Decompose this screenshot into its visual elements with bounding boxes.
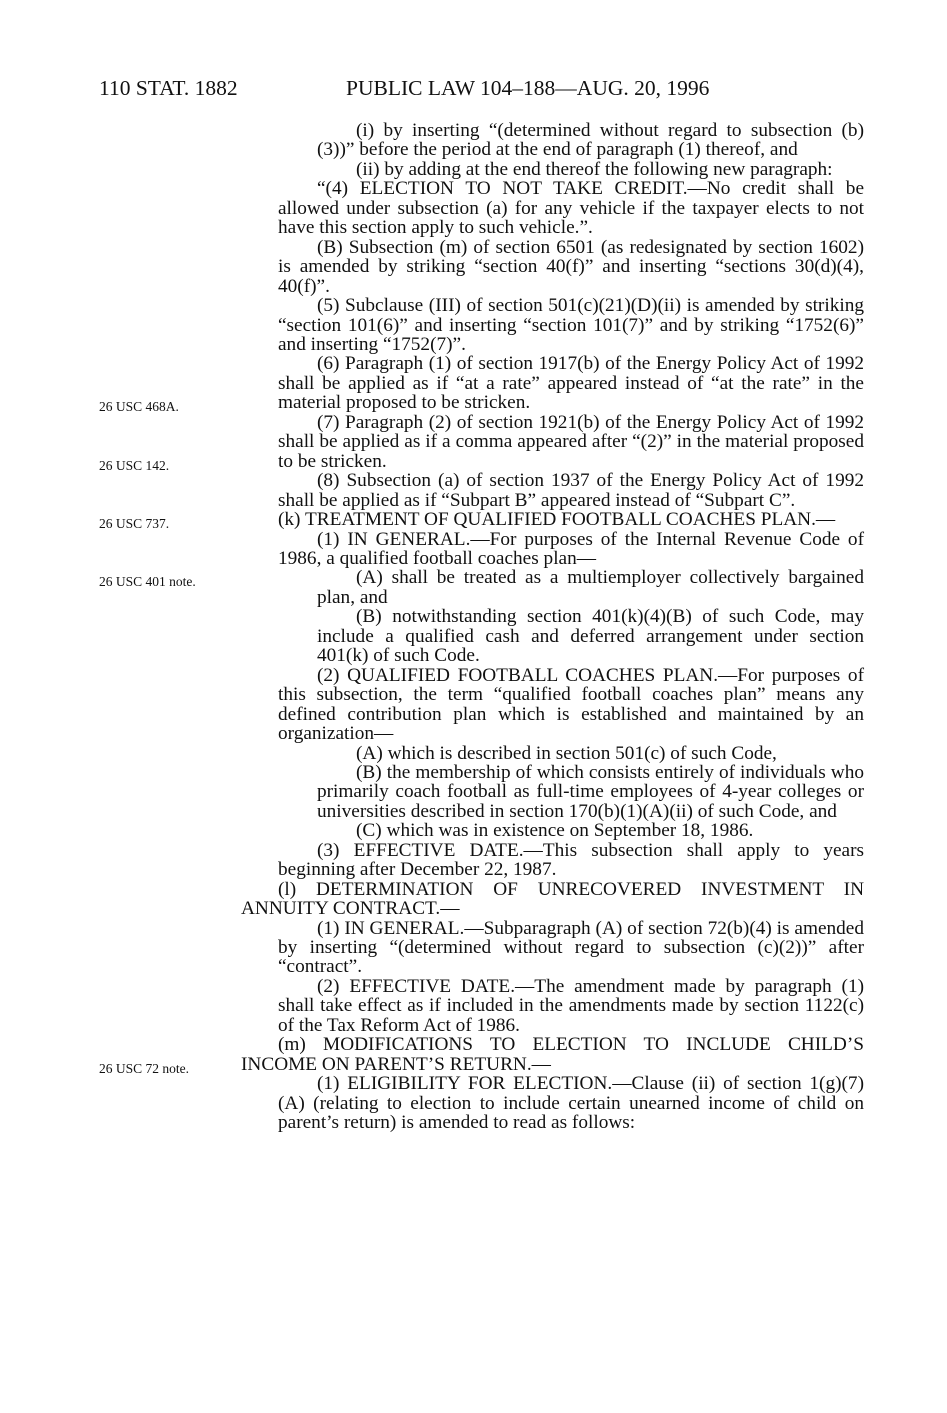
margin-note: 26 USC 468A. — [99, 399, 179, 414]
subsection-l-heading: (l) DETERMINATION OF UNRECOVERED INVESTMENT IN ANNUITY CONTRACT.— — [241, 878, 864, 920]
paragraph-7: (7) Paragraph (2) of section 1921(b) of the Energy Policy Act of 1992 shall be applied as if a comma appeared after “(2)” in the material proposed to be stricken. — [278, 411, 864, 472]
margin-note: 26 USC 72 note. — [99, 1061, 190, 1076]
k-1-B: (B) notwithstanding section 401(k)(4)(B) of such Code, may include a qualified cash and deferred arrangement under section 401(k) of such Code. — [317, 606, 864, 667]
k-2-A: (A) which is described in section 501(c) of such Code, — [356, 742, 777, 764]
m-paragraph-1: (1) ELIGIBILITY FOR ELECTION.—Clause (ii) of section 1(g)(7)(A) (relating to election to include certain unearned income of child on parent’s return) is amended to read as follows: — [278, 1073, 864, 1134]
margin-note: 26 USC 737. — [99, 516, 170, 531]
margin-note: 26 USC 401 note. — [99, 574, 196, 589]
clause-ii: (ii) by adding at the end thereof the following new paragraph: — [356, 158, 833, 180]
margin-note: 26 USC 142. — [99, 458, 170, 473]
k-1-A: (A) shall be treated as a multiemployer collectively bargained plan, and — [317, 567, 864, 608]
paragraph-6: (6) Paragraph (1) of section 1917(b) of the Energy Policy Act of 1992 shall be applied as if “at a rate” appeared instead of “at the rate” in the material proposed to be stricken. — [278, 353, 864, 414]
paragraph-5: (5) Subclause (III) of section 501(c)(21)(D)(ii) is amended by striking “section 101(6)” and inserting “section 101(7)” and by striking “1752(6)” and inserting “1752(7)”. — [278, 295, 864, 355]
k-paragraph-3: (3) EFFECTIVE DATE.—This subsection shall apply to years beginning after December 22, 1987. — [278, 839, 864, 881]
subsection-k-heading: (k) TREATMENT OF QUALIFIED FOOTBALL COACHES PLAN.— — [278, 509, 836, 531]
clause-i: (i) by inserting “(determined without regard to subsection (b)(3))” before the period at the end of paragraph (1) thereof, and — [317, 120, 864, 161]
k-paragraph-2: (2) QUALIFIED FOOTBALL COACHES PLAN.—For purposes of this subsection, the term “qualified football coaches plan” means any defined contribution plan which is established and maintained by an organization— — [278, 664, 864, 745]
paragraph-8: (8) Subsection (a) of section 1937 of the Energy Policy Act of 1992 shall be applied as if “Subpart B” appeared instead of “Subpart C”. — [278, 470, 864, 511]
subparagraph-B: (B) Subsection (m) of section 6501 (as redesignated by section 1602) is amended by striking “section 40(f)” and inserting “sections 30(d)(4), 40(f)”. — [278, 236, 864, 297]
k-paragraph-1: (1) IN GENERAL.—For purposes of the Internal Revenue Code of 1986, a qualified football coaches plan— — [278, 528, 864, 569]
l-paragraph-2: (2) EFFECTIVE DATE.—The amendment made by paragraph (1) shall take effect as if included in the amendments made by section 1122(c) of the Tax Reform Act of 1986. — [278, 975, 864, 1036]
l-paragraph-1: (1) IN GENERAL.—Subparagraph (A) of section 72(b)(4) is amended by inserting “(determined without regard to subsection (c)(2))” after “contract”. — [278, 917, 864, 978]
subsection-m-heading: (m) MODIFICATIONS TO ELECTION TO INCLUDE CHILD’S INCOME ON PARENT’S RETURN.— — [241, 1034, 864, 1075]
running-header: PUBLIC LAW 104–188—AUG. 20, 1996 — [346, 76, 710, 100]
k-2-C: (C) which was in existence on September 18, 1986. — [356, 820, 754, 842]
inserted-paragraph-4: “(4) ELECTION TO NOT TAKE CREDIT.—No credit shall be allowed under subsection (a) for any vehicle if the taxpayer elects to not have this section apply to such vehicle.”. — [278, 178, 864, 239]
page-stat-citation: 110 STAT. 1882 — [99, 76, 238, 100]
k-2-B: (B) the membership of which consists entirely of individuals who primarily coach football as full-time employees of 4-year colleges or universities described in section 170(b)(1)(A)(ii) of such Code, and — [317, 761, 864, 822]
statute-body — [241, 120, 864, 1134]
